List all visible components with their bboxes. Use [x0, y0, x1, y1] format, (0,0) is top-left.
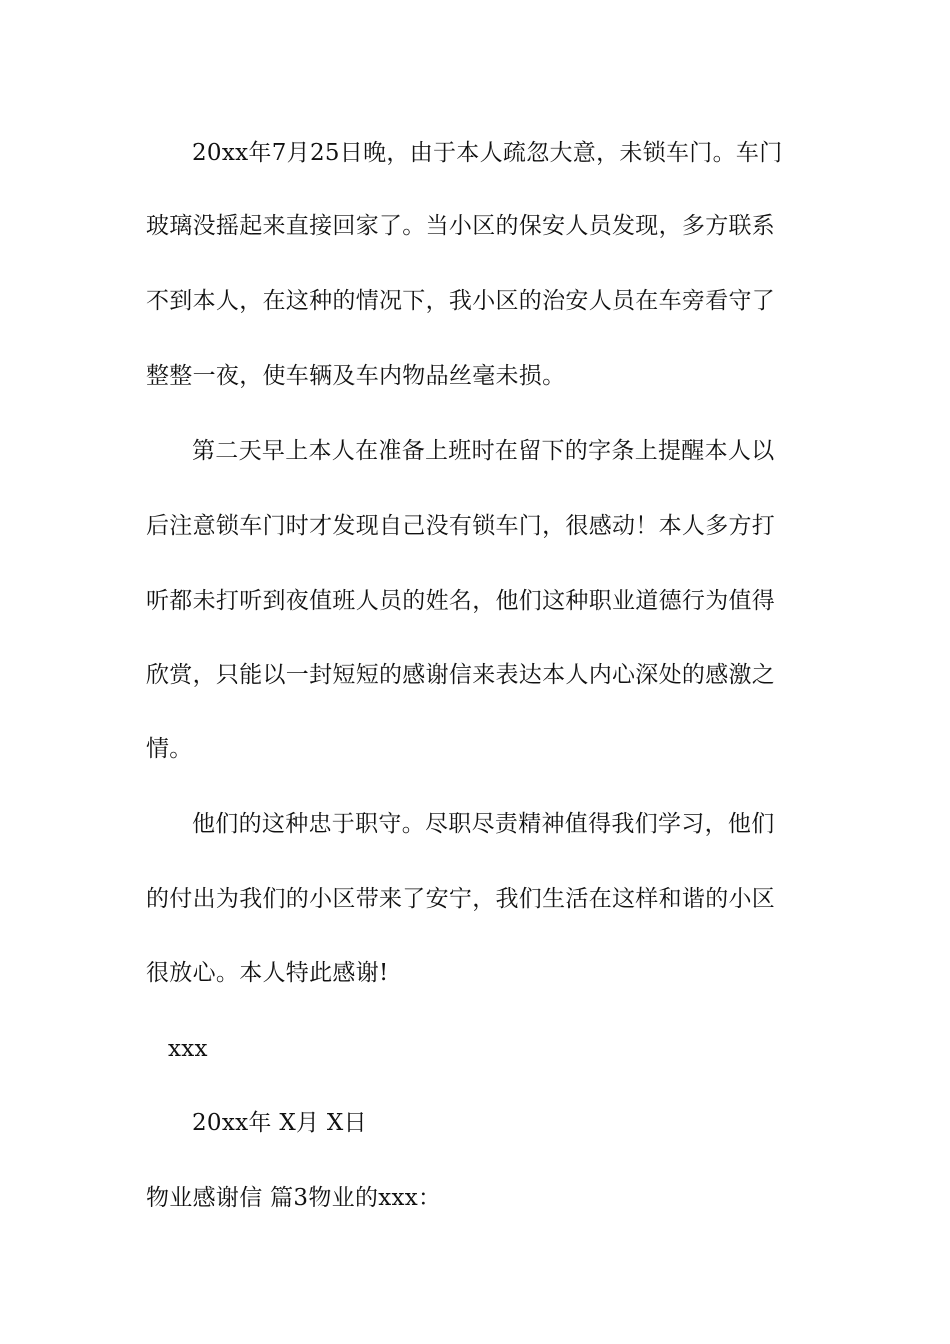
next-section-heading: 物业感谢信 篇3物业的xxx：	[146, 1185, 442, 1211]
paragraph-line: 玻璃没摇起来直接回家了。当小区的保安人员发现，多方联系	[146, 213, 776, 239]
paragraph-line: 后注意锁车门时才发现自己没有锁车门，很感动！本人多方打	[146, 513, 776, 539]
paragraph-line: 情。	[146, 736, 193, 762]
paragraph-line: 很放心。本人特此感谢!	[146, 960, 389, 986]
paragraph-line: 听都未打听到夜值班人员的姓名，他们这种职业道德行为值得	[146, 588, 776, 614]
date-line: 20xx年 X月 X日	[192, 1110, 367, 1136]
paragraph-line: 不到本人，在这种的情况下，我小区的治安人员在车旁看守了	[146, 288, 776, 314]
paragraph-line: 整整一夜，使车辆及车内物品丝毫未损。	[146, 363, 566, 389]
signature: xxx	[168, 1036, 208, 1062]
paragraph-line: 欣赏，只能以一封短短的感谢信来表达本人内心深处的感激之	[146, 662, 776, 688]
paragraph-line: 第二天早上本人在准备上班时在留下的字条上提醒本人以	[192, 438, 775, 464]
paragraph-line: 20xx年7月25日晚，由于本人疏忽大意，未锁车门。车门	[192, 140, 783, 166]
paragraph-line: 的付出为我们的小区带来了安宁，我们生活在这样和谐的小区	[146, 886, 776, 912]
paragraph-line: 他们的这种忠于职守。尽职尽责精神值得我们学习，他们	[192, 811, 775, 837]
